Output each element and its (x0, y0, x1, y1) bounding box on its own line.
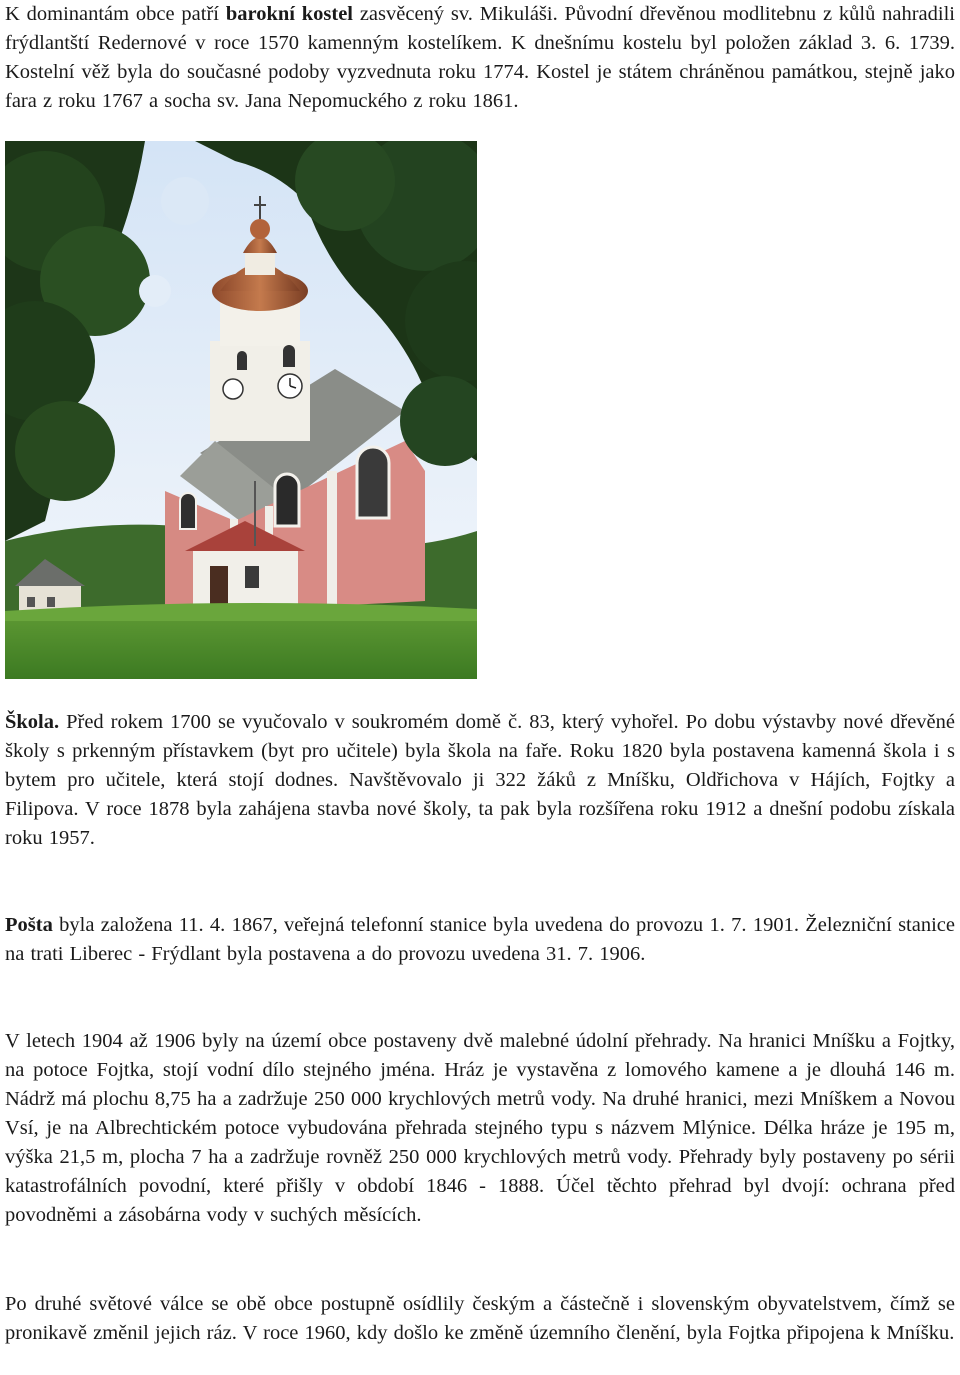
church-photo-illustration (5, 141, 477, 679)
paragraph-church (5, 0, 955, 116)
paragraph-postwar: Po druhé světové válce se obě obce postupně osídlily českým a částečně i slovenským obyvatelstvem, čímž se pronikavě změnil jejich ráz. V roce 1960, kdy došlo ke změně územního členění, byla Fojtka připojena k Mníšku. (5, 1293, 955, 1344)
school-bold-term: Škola. (5, 711, 60, 733)
post-text: byla založena 11. 4. 1867, veřejná telefonní stanice byla uvedena do provozu 1. 7. 1901. Železniční stanice na trati Liberec - Frýdlant byla postavena a do provozu uvedena 31. 7. 1906. (5, 914, 955, 965)
church-bold-term: barokní kostel (225, 3, 354, 25)
paragraph-school (5, 708, 955, 853)
paragraph-post (5, 911, 955, 969)
paragraph-dams: V letech 1904 až 1906 byly na území obce postaveny dvě malebné údolní přehrady. Na hranici Mníšku a Fojtky, na potoce Fojtka, stojí vodní dílo stejného jména. Hráz je vystavěna z lomového kamene a je dlouhá 146 m. Nádrž má plochu 8,75 ha a zadržuje 250 000 krychlových metrů vody. Na druhé hranici, mezi Mníškem a Novou Vsí, je na Albrechtickém potoce vybudována přehrada stejného typu s názvem Mlýnice. Délka hráze je 195 m, výška 21,5 m, plocha 7 ha a zadržuje rovněž 250 000 krychlových metrů vody. Přehrady byly postaveny po sérii katastrofálních povodní, které přišly v období 1846 - 1888. Účel těchto přehrad byl dvojí: ochrana před povodněmi a zásobárna vody v suchých měsících. (5, 1030, 955, 1226)
church-photo (5, 141, 477, 679)
church-prefix: K dominantám obce patří (5, 3, 226, 25)
school-text: Před rokem 1700 se vyučovalo v soukromém domě č. 83, který vyhořel. Po dobu výstavby nové dřevěné školy s prkenným přístavkem (byt pro učitele) byla škola na faře. Roku 1820 byla postavena kamenná škola i s bytem pro učitele, která stojí dodnes. Navštěvovalo ji 322 žáků z Mníšku, Oldřichova v Hájích, Fojtky a Filipova. V roce 1878 byla zahájena stavba nové školy, ta pak byla rozšířena roku 1912 a dnešní podobu získala roku 1957. (5, 711, 955, 849)
post-bold-term: Pošta (5, 914, 53, 936)
church-text: zasvěcený sv. Mikuláši. Původní dřevěnou modlitebnu z kůlů nahradili frýdlantští Redernové v roce 1570 kamenným kostelíkem. K dnešnímu kostelu byl položen základ 3. 6. 1739. Kostelní věž byla do současné podoby vyzvednuta roku 1774. Kostel je státem chráněnou památkou, stejně jako fara z roku 1767 a socha sv. Jana Nepomuckého z roku 1861. (5, 3, 955, 112)
